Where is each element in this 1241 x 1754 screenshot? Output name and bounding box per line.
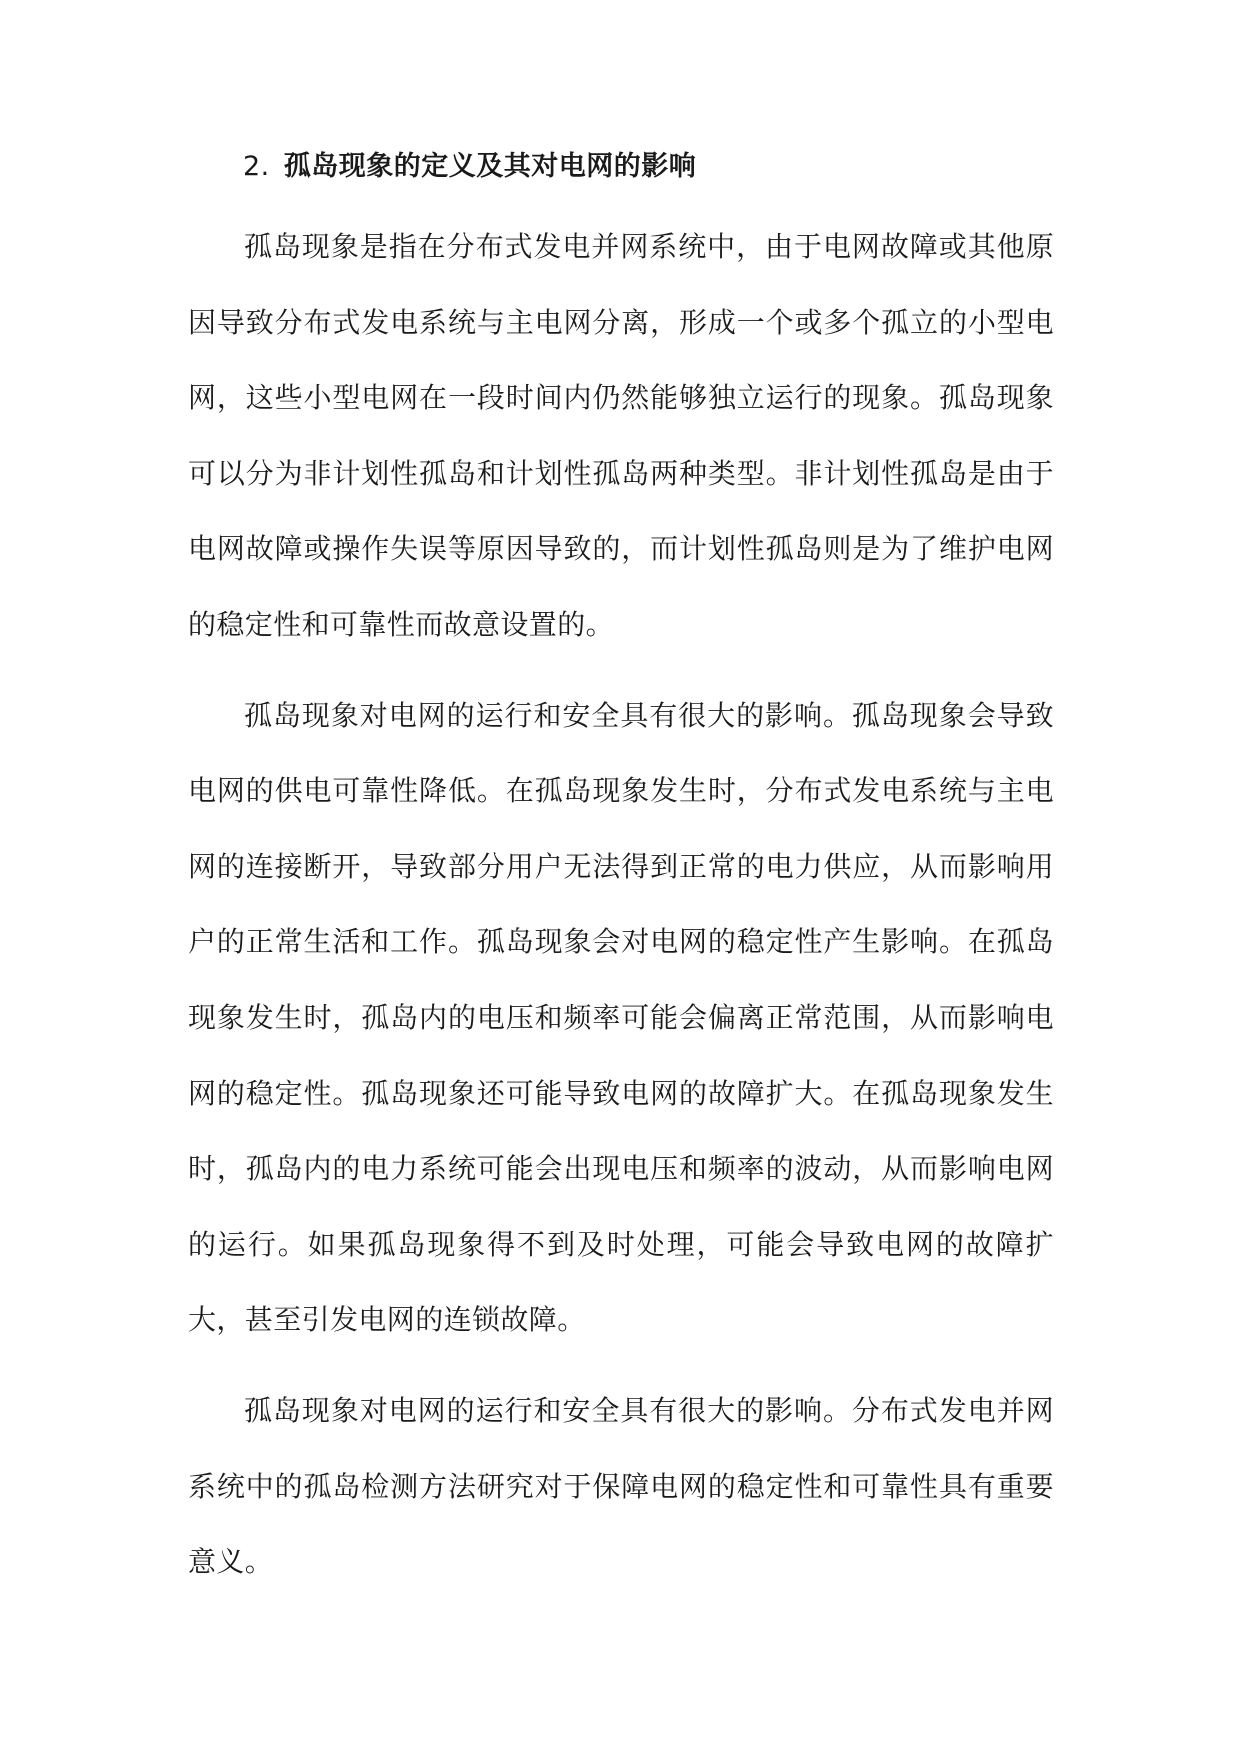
- paragraph-impact: 孤岛现象对电网的运行和安全具有很大的影响。孤岛现象会导致电网的供电可靠性降低。在孤岛现象发生时，分布式发电系统与主电网的连接断开，导致部分用户无法得到正常的电力供应，从而影响用户的正常生活和工作。孤岛现象会对电网的稳定性产生影响。在孤岛现象发生时，孤岛内的电压和频率可能会偏离正常范围，从而影响电网的稳定性。孤岛现象还可能导致电网的故障扩大。在孤岛现象发生时，孤岛内的电力系统可能会出现电压和频率的波动，从而影响电网的运行。如果孤岛现象得不到及时处理，可能会导致电网的故障扩大，甚至引发电网的连锁故障。: [188, 698, 1054, 1337]
- section-title: 孤岛现象的定义及其对电网的影响: [283, 151, 697, 182]
- paragraph-significance: 孤岛现象对电网的运行和安全具有很大的影响。分布式发电并网系统中的孤岛检测方法研究对于保障电网的稳定性和可靠性具有重要意义。: [188, 1393, 1054, 1579]
- document-body: [188, 140, 1054, 1600]
- paragraph-definition: 孤岛现象是指在分布式发电并网系统中，由于电网故障或其他原因导致分布式发电系统与主电网分离，形成一个或多个孤立的小型电网，这些小型电网在一段时间内仍然能够独立运行的现象。孤岛现象可以分为非计划性孤岛和计划性孤岛两种类型。非计划性孤岛是由于电网故障或操作失误等原因导致的，而计划性孤岛则是为了维护电网的稳定性和可靠性而故意设置的。: [188, 230, 1054, 641]
- section-heading: [243, 140, 1054, 194]
- section-number: 2.: [243, 151, 270, 182]
